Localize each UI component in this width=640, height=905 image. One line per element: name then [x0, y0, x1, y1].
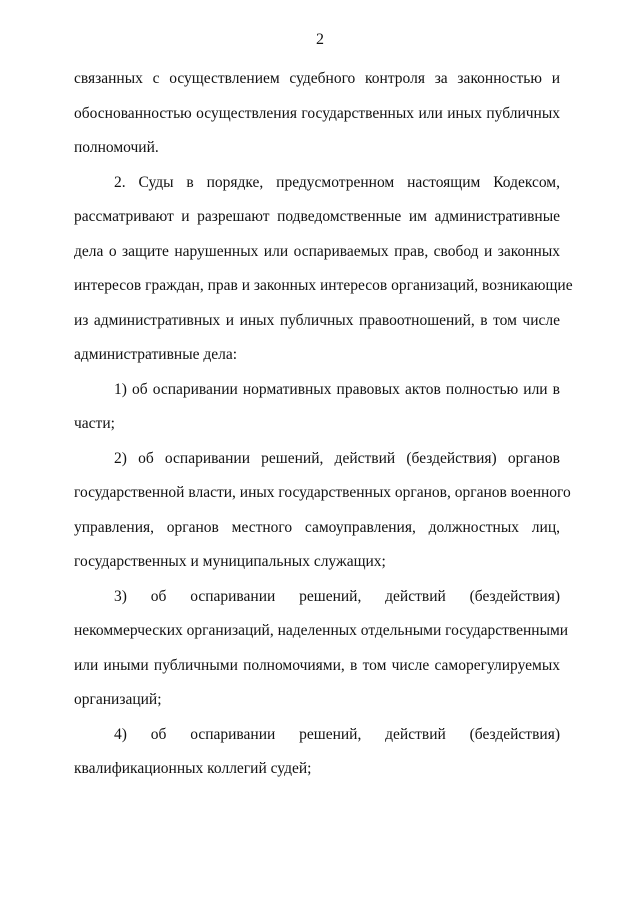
- text-line: государственной власти, иных государственных органов, органов военного: [74, 484, 571, 501]
- text-line: управления, органов местного самоуправления, должностных лиц,: [74, 518, 560, 536]
- text-line: квалификационных коллегий судей;: [74, 760, 312, 777]
- text-line: организаций;: [74, 691, 162, 708]
- document-body: [74, 62, 573, 787]
- text-line: 1) об оспаривании нормативных правовых актов полностью или в: [114, 380, 560, 398]
- text-line: интересов граждан, прав и законных интересов организаций, возникающие: [74, 277, 573, 294]
- text-line: государственных и муниципальных служащих;: [74, 553, 386, 570]
- text-line: 4) об оспаривании решений, действий (бездействия): [114, 725, 560, 743]
- text-line: дела о защите нарушенных или оспариваемых прав, свобод и законных: [74, 242, 560, 260]
- text-line: некоммерческих организаций, наделенных отдельными государственными: [74, 622, 569, 639]
- text-line: или иными публичными полномочиями, в том числе саморегулируемых: [74, 656, 560, 674]
- text-line: 2) об оспаривании решений, действий (бездействия) органов: [114, 449, 560, 467]
- text-line: 2. Суды в порядке, предусмотренном настоящим Кодексом,: [114, 173, 560, 191]
- text-line: связанных с осуществлением судебного контроля за законностью и: [74, 70, 560, 87]
- text-line: 3) об оспаривании решений, действий (бездействия): [114, 587, 560, 605]
- text-line: полномочий.: [74, 139, 159, 156]
- text-line: обоснованностью осуществления государственных или иных публичных: [74, 104, 560, 122]
- text-line: рассматривают и разрешают подведомственные им административные: [74, 208, 560, 225]
- text-line: части;: [74, 415, 115, 432]
- text-line: административные дела:: [74, 346, 238, 363]
- page-number: 2: [316, 31, 324, 48]
- text-line: из административных и иных публичных правоотношений, в том числе: [74, 311, 560, 329]
